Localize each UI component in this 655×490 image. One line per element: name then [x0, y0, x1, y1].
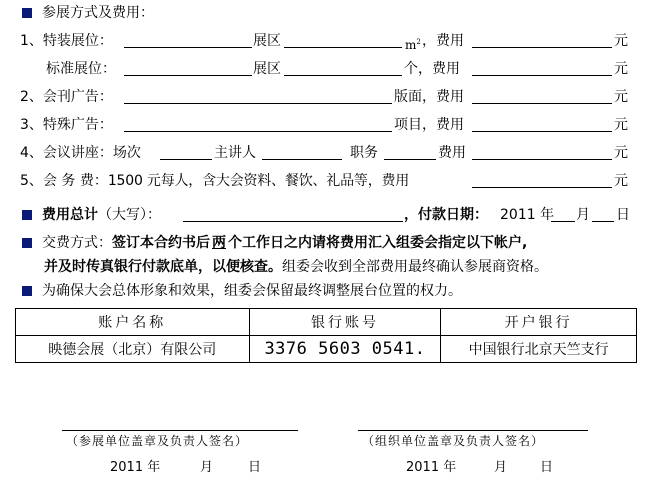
right-sign-day: 日 [540, 460, 554, 475]
special-booth-area-field[interactable] [284, 47, 402, 48]
table-header-row [16, 309, 637, 336]
payment-normal: 组委会收到全部费用最终确认参展商资格。 [282, 259, 548, 275]
zone-label: 展区 [253, 33, 281, 49]
account-name: 映德会展（北京）有限公司 [16, 336, 250, 363]
row-special-ad: 3、特殊广告： [20, 117, 113, 133]
row-number: 1、 [20, 33, 43, 49]
bank-name: 中国银行北京天竺支行 [441, 336, 637, 363]
bank-account-table [15, 308, 637, 363]
yuan-label: 元 [614, 89, 628, 105]
total-label: 费用总计 [42, 207, 98, 223]
layout-fee-label: 版面，费用 [394, 89, 464, 105]
fee-label: ，费用 [422, 33, 464, 49]
row-seminar: 4、会议讲座：场次 [20, 145, 141, 161]
item-fee-label: 项目，费用 [394, 117, 464, 133]
right-sign-year: 2011 年 [406, 460, 457, 475]
left-sign-month: 月 [200, 460, 214, 475]
pay-month-field[interactable] [551, 221, 575, 222]
square-meter-unit: $m^2$ [405, 38, 421, 52]
zone-label: 展区 [253, 61, 281, 77]
special-ad-fee-field[interactable] [472, 131, 612, 132]
row-conference-fee: 5、会 务 费：1500 元每人，含大会资料、餐饮、礼品等，费用 [20, 173, 410, 189]
section-title: 参展方式及费用： [42, 5, 154, 21]
left-signature-line[interactable] [62, 430, 298, 431]
header-account-name: 账户名称 [16, 309, 250, 336]
account-number: 3376 5603 0541. [249, 336, 441, 363]
payment-bold-1: 签订本合约书后 [112, 235, 210, 251]
standard-booth-zone-field[interactable] [124, 75, 252, 76]
header-account-number: 银行账号 [249, 309, 441, 336]
seminar-fee-field[interactable] [472, 159, 612, 160]
pay-year: 2011 年 [500, 207, 555, 223]
yuan-label: 元 [614, 145, 628, 161]
seminar-position-field[interactable] [384, 159, 436, 160]
left-signature-caption: （参展单位盖章及负责人签名） [66, 434, 249, 448]
special-booth-zone-field[interactable] [124, 47, 252, 48]
yuan-label: 元 [614, 33, 628, 49]
payment-bold-2: 个工作日之内请将费用汇入组委会指定以下帐户, [228, 235, 528, 251]
unit-fee-label: 个，费用 [404, 61, 460, 77]
yuan-label: 元 [614, 61, 628, 77]
total-paren: （大写）： [98, 207, 161, 223]
left-sign-day: 日 [248, 460, 262, 475]
conference-fee-field[interactable] [472, 187, 612, 188]
right-signature-caption: （组织单位盖章及负责人签名） [362, 434, 545, 448]
pay-day-field[interactable] [592, 221, 614, 222]
bullet-square-icon [22, 286, 32, 296]
special-ad-field[interactable] [124, 131, 392, 132]
header-bank: 开户银行 [441, 309, 637, 336]
right-signature-line[interactable] [358, 430, 588, 431]
row-special-booth [20, 30, 113, 52]
special-booth-fee-field[interactable] [472, 47, 612, 48]
notice-line [22, 280, 462, 302]
section-title-line [22, 2, 154, 24]
standard-booth-count-field[interactable] [284, 75, 402, 76]
table-row [16, 336, 637, 363]
notice-text: 为确保大会总体形象和效果，组委会保留最终调整展台位置的权力。 [42, 283, 462, 299]
seminar-speaker-field[interactable] [262, 159, 342, 160]
yuan-label: 元 [614, 117, 628, 133]
payment-bold-3: 并及时传真银行付款底单，以便核查。 [44, 259, 282, 275]
speaker-label: 主讲人 [214, 145, 256, 161]
yuan-label: 元 [614, 173, 628, 189]
payment-prefix: 交费方式： [42, 235, 112, 251]
payment-line-1 [22, 232, 527, 254]
total-line [22, 204, 161, 226]
payment-line-2 [44, 256, 548, 278]
position-label: 职务 [350, 145, 378, 161]
row-label: 特装展位： [42, 33, 113, 49]
pay-day-label: 日 [616, 207, 630, 223]
payment-days: 两 [212, 235, 226, 251]
bullet-square-icon [22, 210, 32, 220]
total-amount-field[interactable] [183, 221, 403, 222]
row-catalog-ad: 2、会刊广告： [20, 89, 113, 105]
pay-month-label: 月 [576, 207, 590, 223]
standard-booth-label: 标准展位： [46, 61, 116, 77]
standard-booth-fee-field[interactable] [472, 75, 612, 76]
catalog-ad-fee-field[interactable] [472, 103, 612, 104]
pay-date-label: ，付款日期： [404, 207, 488, 223]
catalog-ad-field[interactable] [124, 103, 392, 104]
bullet-square-icon [22, 238, 32, 248]
bullet-square-icon [22, 8, 32, 18]
seminar-sessions-field[interactable] [160, 159, 212, 160]
right-sign-month: 月 [494, 460, 508, 475]
left-sign-year: 2011 年 [110, 460, 161, 475]
fee-label: 费用 [438, 145, 466, 161]
